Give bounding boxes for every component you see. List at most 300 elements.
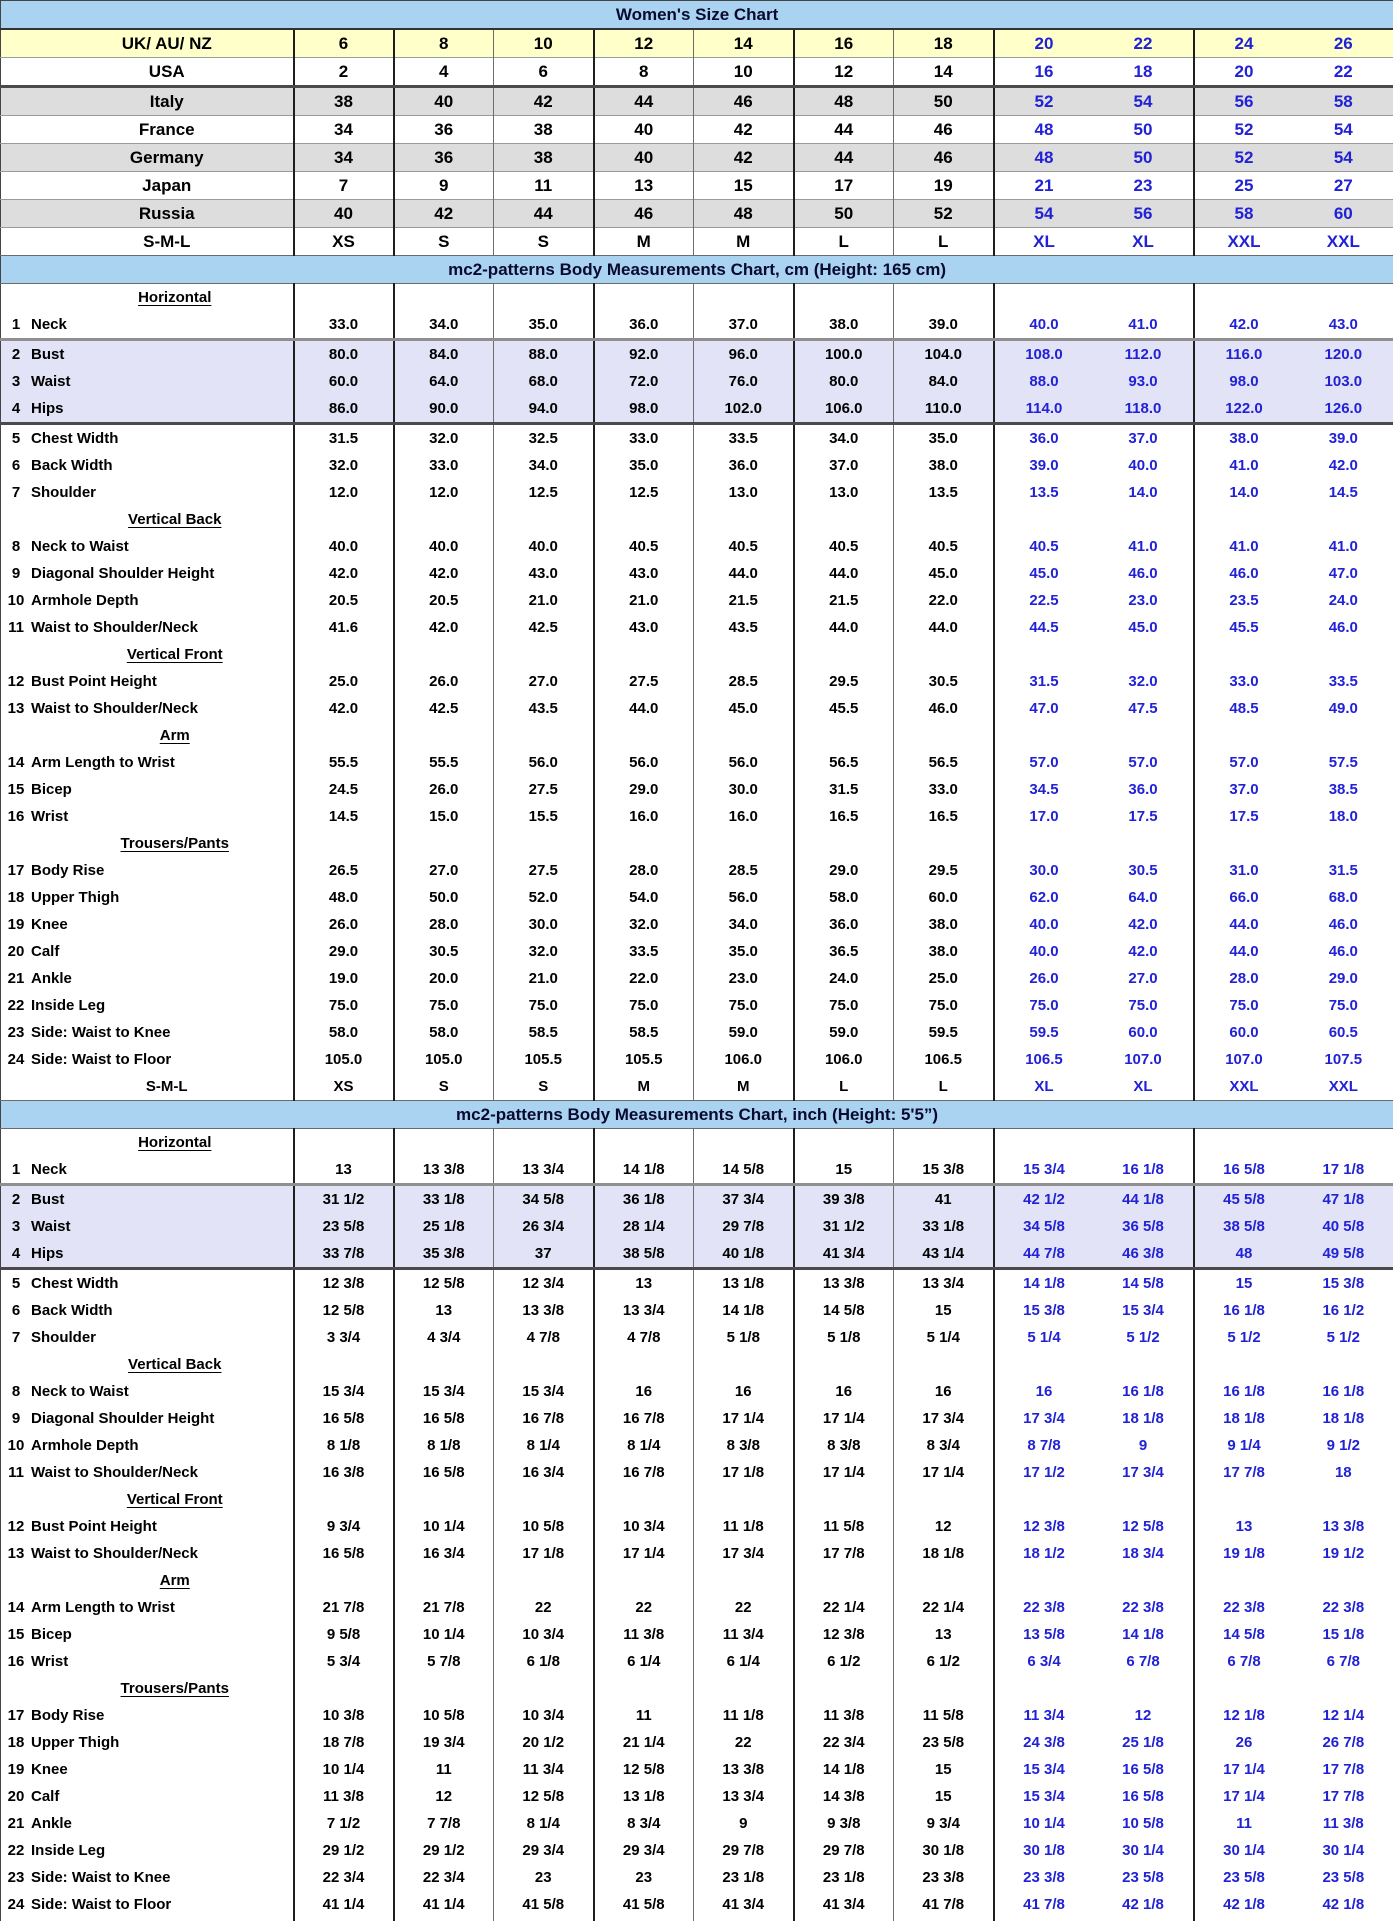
value-cell: 46.0: [1128, 565, 1158, 582]
value-cell: XL: [994, 1073, 1094, 1101]
value-cell: 126.0: [1294, 395, 1393, 424]
value-cell: [494, 830, 594, 857]
value-cell: 40.0: [994, 938, 1094, 965]
value-cell: 17 3/4: [994, 1405, 1094, 1432]
value-cell: 13 5/8: [994, 1621, 1094, 1648]
value-cell: 32.0: [294, 452, 394, 479]
value-cell: [594, 830, 694, 857]
value-cell: 75.0: [294, 992, 394, 1019]
value-cell: 16.0: [694, 803, 794, 830]
value-cell: [694, 1675, 794, 1702]
value-cell: 23.0: [1128, 592, 1158, 609]
value-cell: 40.0: [994, 911, 1094, 938]
value-cell: [894, 1129, 994, 1157]
value-cell: XS: [294, 1073, 394, 1101]
value-cell: [794, 830, 894, 857]
value-cell: 35.0: [894, 424, 994, 453]
row-label: Japan: [1, 172, 294, 200]
table-row: [1, 992, 1393, 1019]
row-number: 22: [7, 997, 25, 1014]
value-cell: 24: [1194, 29, 1294, 58]
value-cell: 5 7/8: [394, 1648, 494, 1675]
row-label-text: Armhole Depth: [31, 1437, 139, 1454]
value-cell: [1294, 641, 1393, 668]
value-cell: 20: [1194, 58, 1294, 87]
row-label: [1, 340, 294, 369]
value-cell: [494, 1129, 594, 1157]
value-cell: 12: [1134, 1707, 1152, 1724]
value-cell: 42.0: [1128, 943, 1158, 960]
value-cell: 42.5: [494, 614, 594, 641]
value-cell: 75.0: [394, 992, 494, 1019]
value-cell: 58.5: [594, 1019, 694, 1046]
value-cell: [594, 1129, 694, 1157]
row-label-text: Inside Leg: [31, 1842, 106, 1859]
value-cell: 105.5: [594, 1046, 694, 1073]
table-row: [1, 452, 1393, 479]
value-cell: 26 3/4: [494, 1213, 594, 1240]
page-title: Women's Size Chart: [1, 1, 1393, 30]
value-cell: 59.0: [694, 1019, 794, 1046]
row-label-text: Armhole Depth: [31, 592, 139, 609]
value-cell: 112.0: [1094, 340, 1194, 369]
value-cell: 26.0: [394, 668, 494, 695]
value-cell: 11 3/4: [694, 1621, 794, 1648]
chart-title: mc2-patterns Body Measurements Chart, cm (Height: 165 cm): [1, 256, 1393, 284]
value-cell: 12 5/8: [1122, 1518, 1164, 1535]
value-cell: [394, 722, 494, 749]
row-label: [1, 1240, 294, 1269]
value-cell: [1194, 641, 1294, 668]
value-cell: 29 7/8: [694, 1213, 794, 1240]
value-cell: 44: [794, 144, 894, 172]
value-cell: [594, 641, 694, 668]
value-cell: 47 1/8: [1294, 1185, 1393, 1214]
value-cell: 22.5: [994, 587, 1094, 614]
value-cell: 31.5: [1328, 862, 1358, 879]
value-cell: 10 1/4: [994, 1810, 1094, 1837]
value-cell: 30.0: [694, 776, 794, 803]
value-cell: 17 1/4: [694, 1405, 794, 1432]
value-cell: [594, 1486, 694, 1513]
row-label: [1, 1019, 294, 1046]
value-cell: 14: [694, 29, 794, 58]
value-cell: 98.0: [594, 395, 694, 424]
row-label: [1, 311, 294, 340]
value-cell: 56.0: [494, 749, 594, 776]
value-cell: 23: [594, 1864, 694, 1891]
table-row: [1, 284, 1393, 312]
value-cell: 20: [994, 29, 1094, 58]
value-cell: [794, 722, 894, 749]
value-cell: 42: [694, 144, 794, 172]
value-cell: 105.0: [394, 1046, 494, 1073]
value-cell: 41 1/4: [294, 1891, 394, 1918]
value-cell: XXL: [1294, 228, 1393, 256]
row-label-text: Arm Length to Wrist: [31, 1599, 175, 1616]
value-cell: 29.5: [794, 668, 894, 695]
value-cell: 15: [794, 1156, 894, 1185]
value-cell: 23 5/8: [1122, 1869, 1164, 1886]
value-cell: L: [894, 228, 994, 256]
value-cell: XL: [1133, 1078, 1153, 1095]
value-cell: [394, 1129, 494, 1157]
value-cell: 26.0: [294, 911, 394, 938]
value-cell: 75.0: [1194, 992, 1294, 1019]
value-cell: 16 5/8: [394, 1459, 494, 1486]
row-number: 8: [11, 1383, 21, 1400]
value-cell: 4: [394, 58, 494, 87]
value-cell: 12 1/8: [1194, 1702, 1294, 1729]
row-label: [1, 1269, 294, 1298]
value-cell: [894, 1486, 994, 1513]
value-cell: 59.5: [894, 1019, 994, 1046]
value-cell: 12 5/8: [494, 1783, 594, 1810]
value-cell: [494, 1486, 594, 1513]
value-cell: 46 3/8: [1094, 1240, 1194, 1269]
value-cell: 31.0: [1194, 857, 1294, 884]
section-label: [1, 506, 294, 533]
value-cell: 42.0: [394, 614, 494, 641]
value-cell: 54: [1294, 144, 1393, 172]
value-cell: 8 3/8: [694, 1432, 794, 1459]
value-cell: [294, 1675, 394, 1702]
value-cell: 42.0: [1194, 311, 1294, 340]
row-label-text: Waist: [31, 1218, 71, 1235]
value-cell: 8 1/4: [494, 1432, 594, 1459]
value-cell: 46: [894, 144, 994, 172]
value-cell: [1094, 1486, 1194, 1513]
value-cell: 33 1/8: [394, 1185, 494, 1214]
value-cell: 22 3/4: [294, 1864, 394, 1891]
section-label-text: Arm: [159, 1572, 190, 1589]
value-cell: [794, 1486, 894, 1513]
value-cell: 33.0: [594, 424, 694, 453]
row-number: 2: [11, 346, 21, 363]
value-cell: 38.0: [794, 311, 894, 340]
value-cell: 9 1/4: [1194, 1432, 1294, 1459]
row-number: 3: [11, 1218, 21, 1235]
value-cell: 13 3/4: [594, 1297, 694, 1324]
value-cell: 58: [1294, 87, 1393, 116]
table-row: [1, 533, 1393, 560]
value-cell: 12 3/4: [494, 1269, 594, 1298]
value-cell: [594, 1351, 694, 1378]
value-cell: 16.5: [894, 803, 994, 830]
value-cell: 64.0: [1128, 889, 1158, 906]
value-cell: 36.0: [794, 911, 894, 938]
value-cell: 22: [1294, 58, 1393, 87]
value-cell: 13 1/8: [694, 1269, 794, 1298]
value-cell: 14.5: [1328, 484, 1358, 501]
value-cell: [694, 1129, 794, 1157]
value-cell: 48: [994, 116, 1094, 144]
value-cell: 106.5: [894, 1046, 994, 1073]
value-cell: 58: [1194, 200, 1294, 228]
value-cell: 16 5/8: [294, 1540, 394, 1567]
table-row: [1, 1269, 1393, 1298]
value-cell: 88.0: [494, 340, 594, 369]
row-label: France: [1, 116, 294, 144]
value-cell: 11: [594, 1702, 694, 1729]
value-cell: 48: [1194, 1240, 1294, 1269]
value-cell: 18 1/8: [894, 1540, 994, 1567]
value-cell: [794, 641, 894, 668]
value-cell: 47.0: [1328, 565, 1358, 582]
value-cell: 20.5: [294, 587, 394, 614]
value-cell: 58.0: [394, 1019, 494, 1046]
row-number: 11: [8, 1464, 24, 1481]
value-cell: 13 1/8: [594, 1783, 694, 1810]
value-cell: 18 1/8: [1194, 1405, 1294, 1432]
value-cell: 44.0: [594, 695, 694, 722]
value-cell: 107.0: [1194, 1046, 1294, 1073]
value-cell: 100.0: [794, 340, 894, 369]
value-cell: 38: [494, 116, 594, 144]
row-number: 16: [7, 1653, 25, 1670]
row-label: [1, 1648, 294, 1675]
value-cell: 13: [594, 172, 694, 200]
value-cell: 15: [894, 1297, 994, 1324]
value-cell: 116.0: [1194, 340, 1294, 369]
value-cell: [994, 1675, 1094, 1702]
row-label-text: Bust: [31, 346, 65, 363]
value-cell: 44 1/8: [1094, 1185, 1194, 1214]
value-cell: 6 3/4: [994, 1648, 1094, 1675]
value-cell: 24.5: [294, 776, 394, 803]
row-number: 4: [11, 1245, 21, 1262]
value-cell: 41 5/8: [494, 1891, 594, 1918]
value-cell: 9: [1138, 1437, 1148, 1454]
value-cell: 15 3/4: [994, 1783, 1094, 1810]
row-label-text: Side: Waist to Knee: [31, 1869, 171, 1886]
value-cell: 39.0: [1294, 424, 1393, 453]
row-label: [1, 1297, 294, 1324]
value-cell: 8 3/8: [794, 1432, 894, 1459]
value-cell: 16: [794, 29, 894, 58]
row-label: [1, 965, 294, 992]
row-label-text: Upper Thigh: [31, 1734, 120, 1751]
value-cell: 17 7/8: [1322, 1761, 1365, 1778]
value-cell: 17 7/8: [794, 1540, 894, 1567]
value-cell: 23 3/8: [994, 1864, 1094, 1891]
value-cell: 42.0: [1328, 457, 1358, 474]
value-cell: 46.0: [1194, 560, 1294, 587]
value-cell: 43.0: [594, 614, 694, 641]
value-cell: 75.0: [1128, 997, 1158, 1014]
value-cell: 4 3/4: [394, 1324, 494, 1351]
value-cell: [794, 1129, 894, 1157]
value-cell: 17 1/4: [794, 1405, 894, 1432]
value-cell: [494, 1567, 594, 1594]
value-cell: 75.0: [694, 992, 794, 1019]
row-label: [1, 695, 294, 722]
value-cell: 40.5: [994, 533, 1094, 560]
value-cell: 11 1/8: [694, 1702, 794, 1729]
value-cell: 31 1/2: [794, 1213, 894, 1240]
table-row: [1, 340, 1393, 369]
value-cell: 5 1/4: [994, 1324, 1094, 1351]
value-cell: 32.0: [594, 911, 694, 938]
value-cell: 14 1/8: [994, 1269, 1094, 1298]
value-cell: 12.5: [494, 479, 594, 506]
value-cell: [394, 1351, 494, 1378]
value-cell: 42.0: [294, 560, 394, 587]
value-cell: 23.0: [694, 965, 794, 992]
value-cell: [1194, 506, 1294, 533]
value-cell: [894, 506, 994, 533]
value-cell: [694, 1567, 794, 1594]
value-cell: [894, 284, 994, 312]
value-cell: 17 1/4: [794, 1459, 894, 1486]
value-cell: 13 3/8: [494, 1297, 594, 1324]
row-label-text: Hips: [31, 400, 64, 417]
row-number: 15: [7, 1626, 25, 1643]
value-cell: 12 3/8: [294, 1269, 394, 1298]
value-cell: 23.5: [1194, 587, 1294, 614]
value-cell: 18.0: [1328, 808, 1358, 825]
value-cell: 29 3/4: [594, 1837, 694, 1864]
value-cell: 46: [594, 200, 694, 228]
value-cell: 11: [394, 1756, 494, 1783]
section-label: [1, 1486, 294, 1513]
value-cell: 57.0: [1128, 754, 1158, 771]
value-cell: 17 1/2: [994, 1459, 1094, 1486]
value-cell: 41.6: [294, 614, 394, 641]
value-cell: 33.5: [594, 938, 694, 965]
value-cell: 24.0: [794, 965, 894, 992]
value-cell: 50: [1094, 116, 1194, 144]
value-cell: 29.0: [594, 776, 694, 803]
table-row: [1, 1891, 1393, 1918]
value-cell: 38 5/8: [594, 1240, 694, 1269]
value-cell: 22.0: [594, 965, 694, 992]
value-cell: 60.5: [1328, 1024, 1358, 1041]
value-cell: 20.5: [394, 587, 494, 614]
value-cell: 106.0: [694, 1046, 794, 1073]
value-cell: 32.0: [494, 938, 594, 965]
value-cell: 10 5/8: [394, 1702, 494, 1729]
value-cell: 34.5: [994, 776, 1094, 803]
value-cell: [394, 830, 494, 857]
row-number: 22: [7, 1842, 25, 1859]
value-cell: 44: [494, 200, 594, 228]
value-cell: 41.0: [1194, 452, 1294, 479]
value-cell: 42 1/8: [1194, 1891, 1294, 1918]
value-cell: 40 5/8: [1294, 1213, 1393, 1240]
value-cell: 2: [294, 58, 394, 87]
row-number: 13: [7, 700, 25, 717]
value-cell: 30 1/4: [1322, 1842, 1365, 1859]
table-row: [1, 1729, 1393, 1756]
row-number: 7: [11, 484, 21, 501]
section-label-text: Vertical Back: [128, 1356, 222, 1373]
row-label: [1, 938, 294, 965]
value-cell: 75.0: [594, 992, 694, 1019]
value-cell: 58.5: [494, 1019, 594, 1046]
value-cell: [594, 284, 694, 312]
value-cell: 22: [694, 1729, 794, 1756]
table-row: [1, 228, 1393, 256]
value-cell: 14 5/8: [1094, 1269, 1194, 1298]
value-cell: [1094, 1129, 1194, 1157]
value-cell: 10 3/4: [494, 1621, 594, 1648]
value-cell: 54: [994, 200, 1094, 228]
value-cell: 41 3/4: [694, 1891, 794, 1918]
value-cell: 12.0: [294, 479, 394, 506]
value-cell: 40: [594, 116, 694, 144]
row-label: [1, 1405, 294, 1432]
row-number: 8: [11, 538, 21, 555]
value-cell: 36: [394, 144, 494, 172]
row-number: 9: [11, 1410, 21, 1427]
value-cell: [1294, 284, 1393, 312]
row-label-text: Chest Width: [31, 430, 119, 447]
value-cell: 21.0: [494, 587, 594, 614]
value-cell: [694, 1486, 794, 1513]
value-cell: 3 3/4: [294, 1324, 394, 1351]
value-cell: 35.0: [594, 452, 694, 479]
table-row: [1, 1540, 1393, 1567]
value-cell: 8: [594, 58, 694, 87]
value-cell: M: [594, 1073, 694, 1101]
value-cell: 30.5: [1128, 862, 1158, 879]
section-label: [1, 1567, 294, 1594]
value-cell: 5 1/8: [694, 1324, 794, 1351]
value-cell: 118.0: [1094, 395, 1194, 424]
value-cell: 12: [894, 1513, 994, 1540]
row-label-text: Side: Waist to Floor: [31, 1896, 172, 1913]
value-cell: 50: [1094, 144, 1194, 172]
value-cell: 17.0: [994, 803, 1094, 830]
value-cell: 13: [894, 1621, 994, 1648]
value-cell: 8 1/4: [594, 1432, 694, 1459]
value-cell: 86.0: [294, 395, 394, 424]
value-cell: 37.0: [694, 311, 794, 340]
value-cell: [294, 1486, 394, 1513]
value-cell: [994, 830, 1094, 857]
value-cell: 38.0: [1194, 424, 1294, 453]
table-row: [1, 830, 1393, 857]
table-row: [1, 911, 1393, 938]
value-cell: 47.5: [1128, 700, 1158, 717]
table-row: [1, 1675, 1393, 1702]
value-cell: 93.0: [1094, 368, 1194, 395]
value-cell: 17 1/8: [1322, 1161, 1365, 1178]
row-label: [1, 1459, 294, 1486]
value-cell: 10 5/8: [1122, 1815, 1164, 1832]
table-row: [1, 29, 1393, 58]
row-number: 17: [7, 1707, 25, 1724]
value-cell: 38.0: [894, 452, 994, 479]
value-cell: 50: [894, 87, 994, 116]
value-cell: [894, 1567, 994, 1594]
value-cell: 40.5: [894, 533, 994, 560]
table-row: [1, 722, 1393, 749]
value-cell: 5 1/4: [894, 1324, 994, 1351]
value-cell: 30.0: [994, 857, 1094, 884]
value-cell: 43.5: [694, 614, 794, 641]
row-label: [1, 1702, 294, 1729]
value-cell: 6: [494, 58, 594, 87]
value-cell: XXL: [1194, 1073, 1294, 1101]
value-cell: 42: [394, 200, 494, 228]
value-cell: [794, 1351, 894, 1378]
value-cell: 22: [1094, 29, 1194, 58]
value-cell: [1294, 830, 1393, 857]
value-cell: 36.0: [1128, 781, 1158, 798]
value-cell: [1094, 722, 1194, 749]
